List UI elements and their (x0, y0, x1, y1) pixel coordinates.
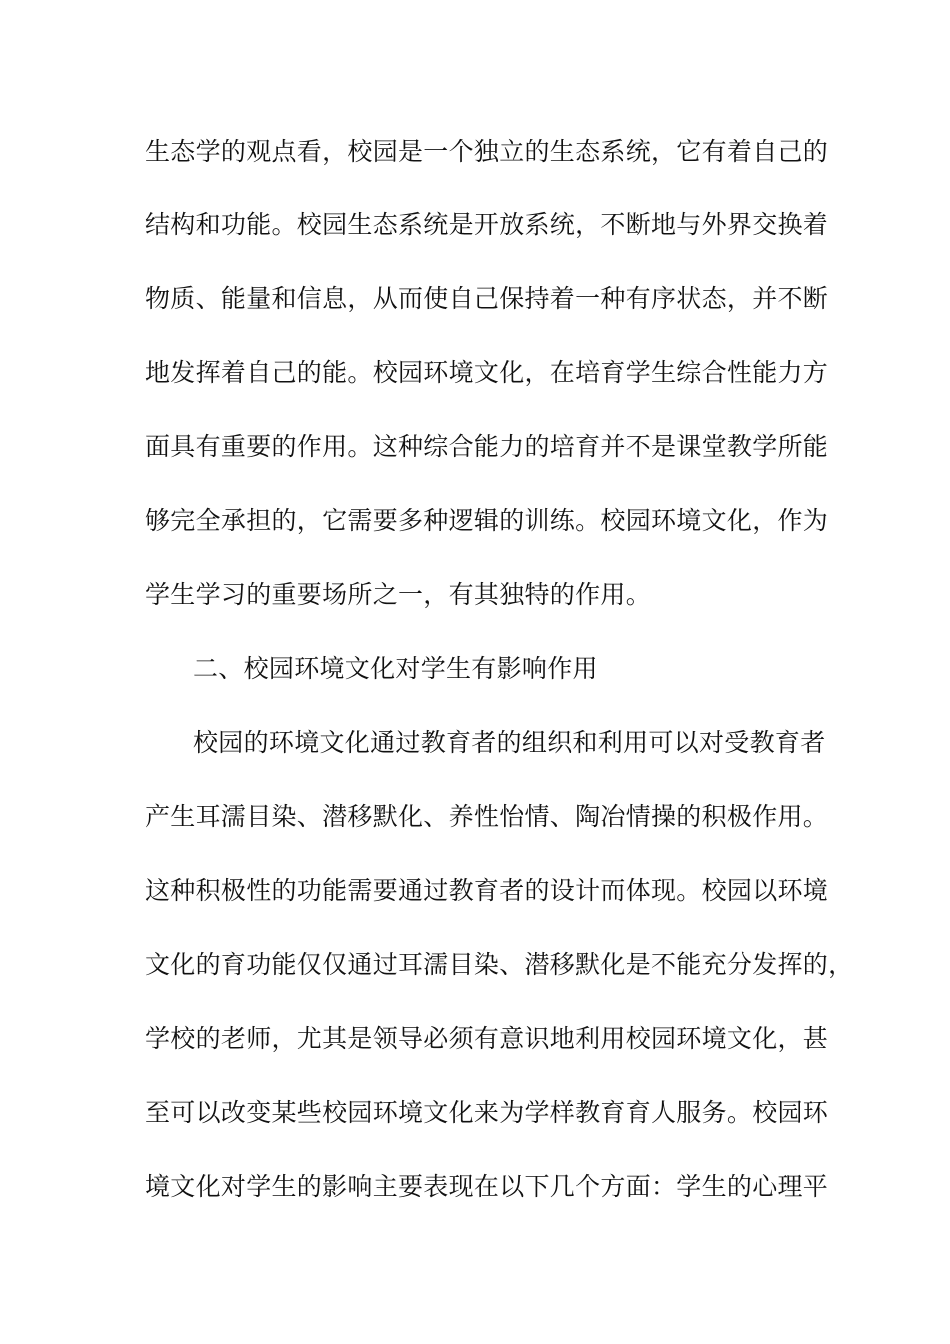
text-line: 学校的老师，尤其是领导必须有意识地利用校园环境文化，甚 (145, 1024, 829, 1053)
text-line: 境文化对学生的影响主要表现在以下几个方面：学生的心理平 (145, 1172, 829, 1201)
text-line: 够完全承担的，它需要多种逻辑的训练。校园环境文化，作为 (145, 506, 829, 535)
text-line: 文化的育功能仅仅通过耳濡目染、潜移默化是不能充分发挥的， (145, 950, 854, 979)
text-line: 至可以改变某些校园环境文化来为学样教育育人服务。校园环 (145, 1098, 829, 1127)
text-line: 产生耳濡目染、潜移默化、养性怡情、陶冶情操的积极作用。 (145, 802, 829, 831)
text-line: 结构和功能。校园生态系统是开放系统，不断地与外界交换着 (145, 210, 829, 239)
text-line: 物质、能量和信息，从而使自己保持着一种有序状态，并不断 (145, 284, 829, 313)
text-line: 生态学的观点看，校园是一个独立的生态系统，它有着自己的 (145, 137, 829, 166)
text-line: 学生学习的重要场所之一，有其独特的作用。 (145, 580, 652, 609)
paragraph-first-line: 校园的环境文化通过教育者的组织和利用可以对受教育者 (193, 728, 826, 757)
text-line: 面具有重要的作用。这种综合能力的培育并不是课堂教学所能 (145, 432, 829, 461)
section-heading: 二、校园环境文化对学生有影响作用 (193, 654, 598, 683)
text-line: 地发挥着自己的能。校园环境文化，在培育学生综合性能力方 (145, 358, 829, 387)
text-line: 这种积极性的功能需要通过教育者的设计而体现。校园以环境 (145, 876, 829, 905)
